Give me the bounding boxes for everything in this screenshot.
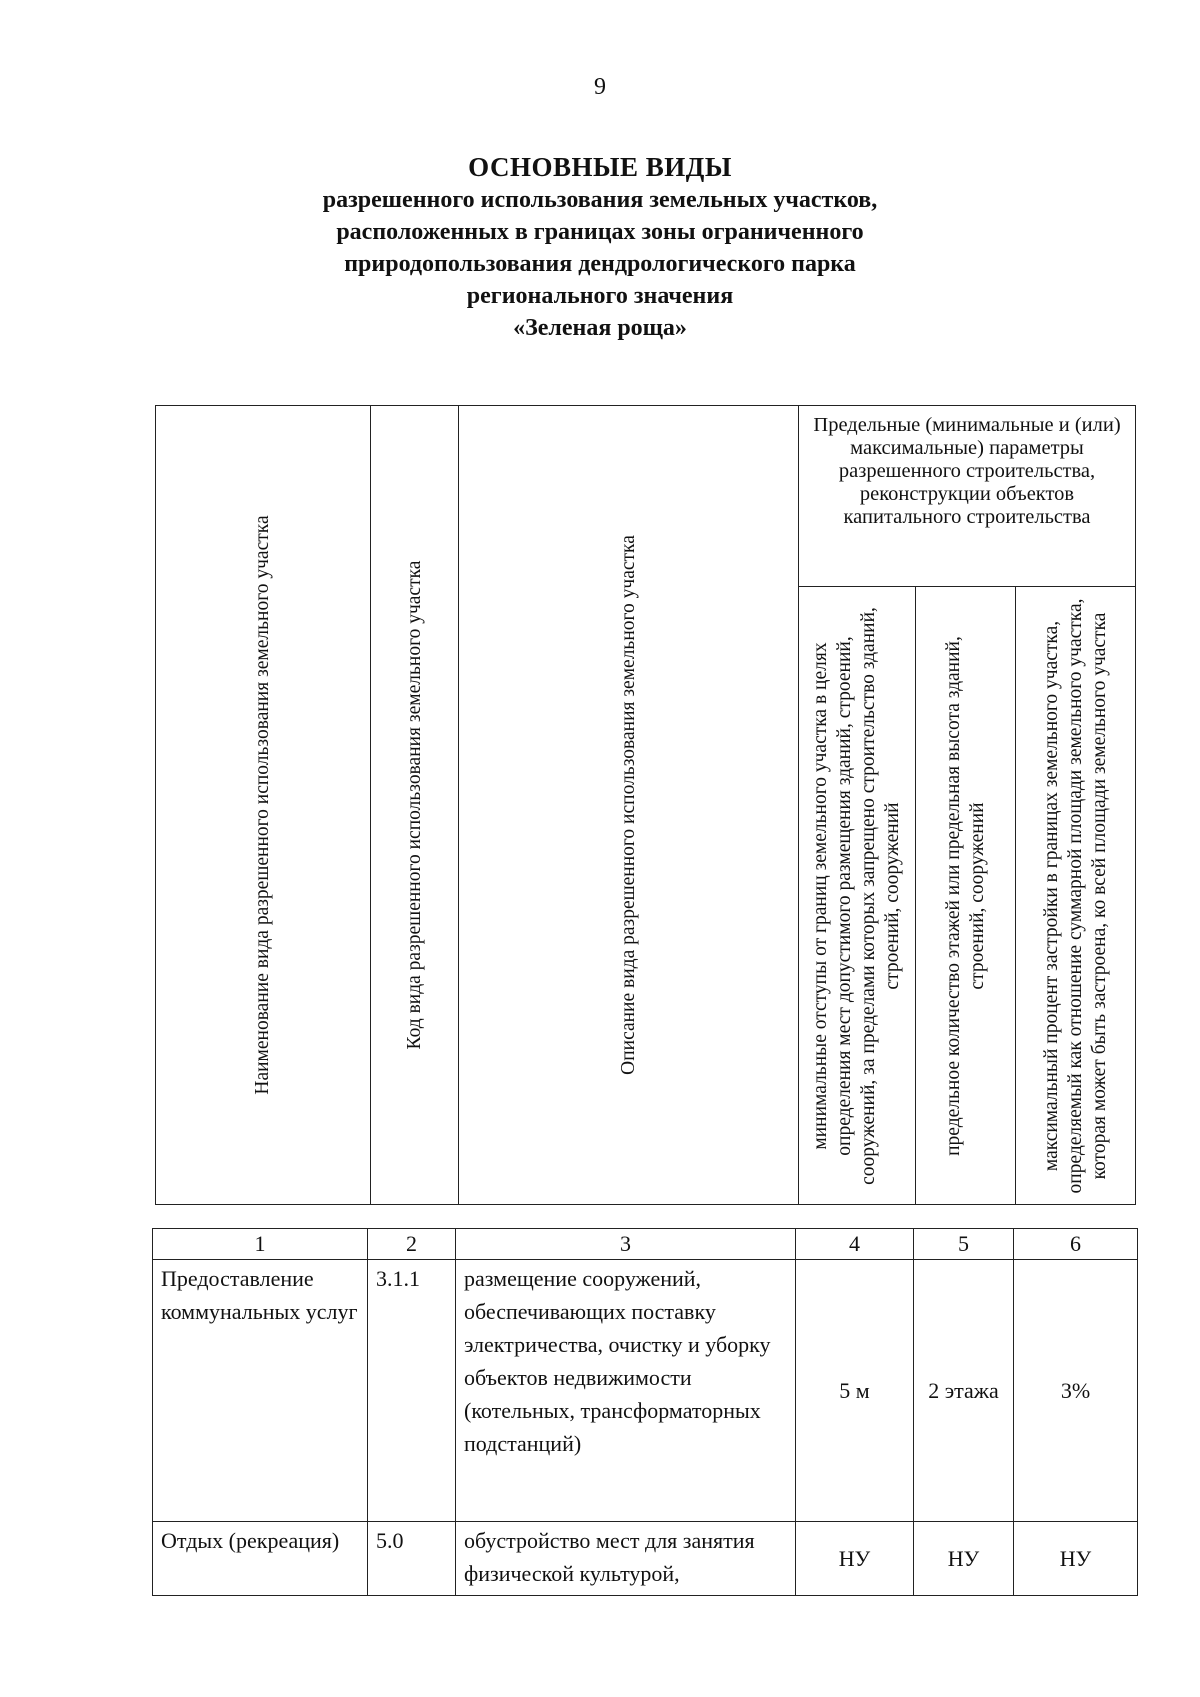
title-line-1: разрешенного использования земельных участков, [322, 187, 878, 213]
cell-floors: 2 этажа [914, 1260, 1014, 1522]
cell-coverage: 3% [1014, 1260, 1138, 1522]
header-col-description [459, 406, 799, 1205]
cell-name: Предоставление коммунальных услуг [153, 1260, 368, 1522]
cell-code: 5.0 [368, 1522, 456, 1596]
data-table [152, 1228, 1138, 1596]
title-line-2: расположенных в границах зоны ограниченного [336, 219, 864, 245]
column-number: 5 [914, 1229, 1014, 1260]
table-header [155, 405, 1136, 1205]
title-line-3: природопользования дендрологического парка [344, 251, 856, 277]
cell-setback: НУ [796, 1522, 914, 1596]
cell-coverage: НУ [1014, 1522, 1138, 1596]
cell-code: 3.1.1 [368, 1260, 456, 1522]
column-number: 4 [796, 1229, 914, 1260]
column-number: 6 [1014, 1229, 1138, 1260]
header-col-coverage-text: максимальный процент застройки в границах земельного участка, определяемый как отношение суммарной площади земельного участка, которая может быть застроена, ко всей площади земельного участка [1040, 597, 1110, 1194]
header-col-floors-text: предельное количество этажей или предельная высота зданий, строений, сооружений [942, 635, 988, 1156]
title-line-5: «Зеленая роща» [513, 315, 687, 341]
table-row [153, 1260, 1138, 1522]
cell-description: обустройство мест для занятия физической культурой, [456, 1522, 796, 1596]
header-col-floors [916, 587, 1016, 1205]
cell-setback: 5 м [796, 1260, 914, 1522]
column-number: 2 [368, 1229, 456, 1260]
header-col-setback-text: минимальные отступы от границ земельного участка в целях определения мест допустимого размещения зданий, строений, сооружений, за пределами которых запрещено строительство зданий, строений, сооружений [810, 606, 903, 1185]
header-group-limits: Предельные (минимальные и (или) максимальные) параметры разрешенного строительства, реконструкции объектов капитального строительства [799, 406, 1136, 587]
header-col-setback [799, 587, 916, 1205]
header-col-description-text: Описание вида разрешенного использования земельного участка [617, 535, 639, 1075]
cell-name: Отдых (рекреация) [153, 1522, 368, 1596]
column-number: 1 [153, 1229, 368, 1260]
header-col-name [156, 406, 371, 1205]
column-numbers-row [153, 1229, 1138, 1260]
document-title [200, 150, 1000, 344]
header-col-name-text: Наименование вида разрешенного использования земельного участка [252, 515, 273, 1095]
header-col-code-text: Код вида разрешенного использования земельного участка [403, 560, 425, 1050]
cell-floors: НУ [914, 1522, 1014, 1596]
table-row [153, 1522, 1138, 1596]
title-main: ОСНОВНЫЕ ВИДЫ [468, 152, 732, 182]
cell-description: размещение сооружений, обеспечивающих поставку электричества, очистку и уборку объектов недвижимости (котельных, трансформаторных подстанций) [456, 1260, 796, 1522]
header-col-code [371, 406, 459, 1205]
page-number: 9 [594, 74, 606, 100]
header-col-coverage [1016, 587, 1136, 1205]
title-line-4: регионального значения [466, 283, 734, 309]
column-number: 3 [456, 1229, 796, 1260]
